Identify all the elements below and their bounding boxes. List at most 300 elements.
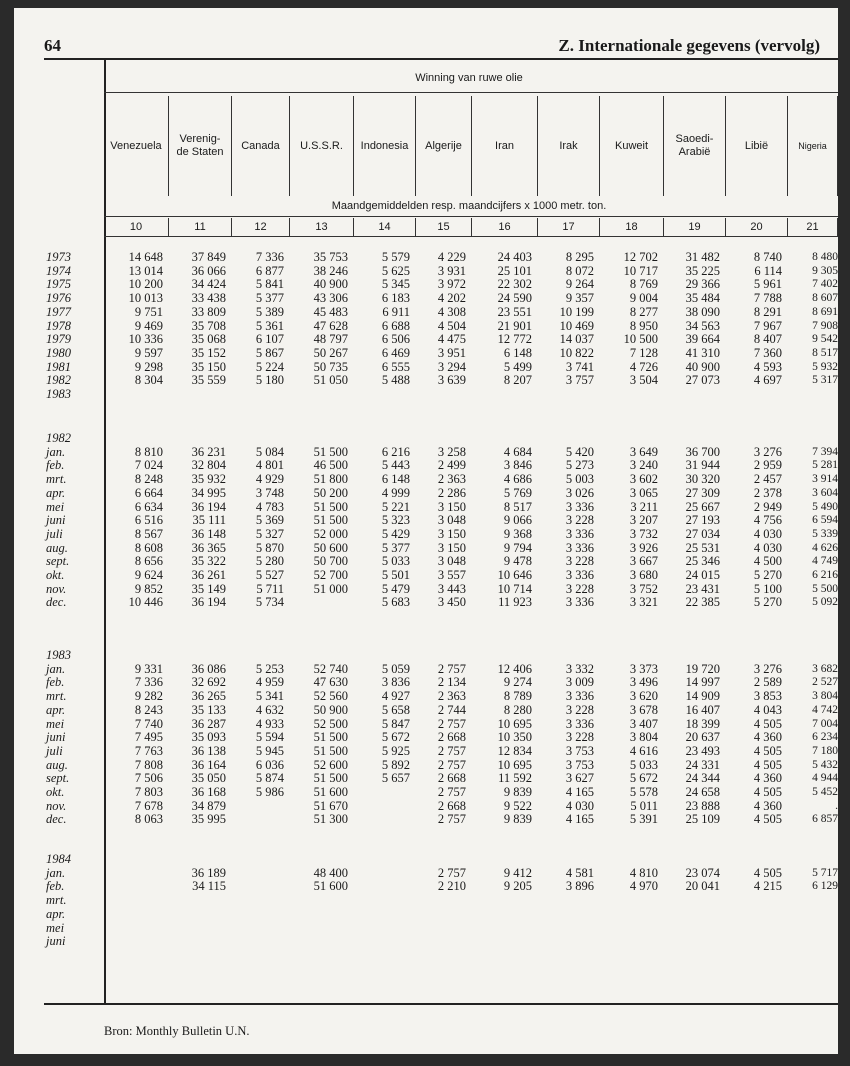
table-cell: 9 412 [503,865,532,880]
table-cell: 52 000 [313,526,348,541]
table-cell: 3 336 [565,526,594,541]
table-cell: 10 350 [497,730,532,745]
table-cell: 36 700 [685,444,720,459]
column-number: 19 [664,218,726,236]
table-cell: 25 531 [685,540,720,555]
table-cell: 6 911 [382,304,410,319]
table-cell: 48 797 [313,332,348,347]
table-cell: 24 658 [685,785,720,799]
table-cell: 8 517 [503,499,532,514]
table-cell: 6 877 [255,263,284,278]
year-heading: 1984 [46,852,71,866]
table-cell: 3 557 [437,568,466,582]
table-cell: 10 469 [559,318,594,333]
table-cell: 9 264 [565,277,594,292]
table-cell: 35 068 [191,332,226,347]
column-header: U.S.S.R. [290,96,354,196]
table-cell: 5 867 [255,345,284,360]
table-cell: 35 111 [192,513,226,528]
table-cell: 6 594 [812,514,838,527]
table-cell: 27 309 [685,485,720,500]
table-cell: 10 717 [623,263,658,278]
table-cell: 51 000 [313,581,348,596]
table-cell: 4 505 [753,716,782,731]
column-header: Venezuela [104,96,169,196]
table-cell: 3 836 [381,675,410,690]
table-cell: 5 059 [381,661,410,676]
table-cell: 8 607 [812,292,838,305]
table-cell: 9 751 [134,304,163,319]
unit-divider [104,216,838,217]
table-cell: 8 810 [134,444,163,459]
table-cell: 2 363 [437,689,466,704]
table-cell: 7 360 [753,345,782,360]
table-cell: 5 501 [381,568,410,582]
table-cell: 3 757 [565,373,594,388]
table-cell: 7 336 [255,250,284,264]
table-cell: 4 360 [753,771,782,786]
table-cell: 47 630 [313,675,348,690]
table-cell: 2 134 [437,675,466,690]
table-cell: 6 469 [381,345,410,360]
table-cell: 4 165 [565,785,594,799]
table-cell: 4 202 [437,291,466,306]
column-number: 10 [104,218,169,236]
table-cell: 9 066 [503,513,532,528]
row-label: nov. [46,798,67,813]
table-cell: 30 320 [685,472,720,487]
row-label: 1974 [46,263,71,278]
table-cell: 4 697 [753,373,782,388]
table-cell: 52 700 [313,568,348,582]
table-cell: 10 714 [497,581,532,596]
table-cell: 3 639 [437,373,466,388]
table-cell: 4 505 [753,865,782,880]
table-cell: 3 065 [629,485,658,500]
table-cell: 3 211 [630,499,658,514]
row-label: 1980 [46,345,71,360]
table-cell: 3 914 [812,473,838,486]
table-cell: 8 769 [629,277,658,292]
table-cell: 5 452 [812,786,838,798]
table-cell: 3 228 [565,702,594,717]
table-cell: 5 180 [255,373,284,388]
table-cell: 8 304 [134,373,163,388]
table-cell: 9 794 [503,540,532,555]
table-cell: 23 431 [685,581,720,596]
table-cell: 52 740 [313,661,348,676]
row-label: apr. [46,485,66,500]
table-cell: 16 407 [685,702,720,717]
table-cell: 9 205 [503,879,532,894]
table-cell: 22 302 [497,277,532,292]
column-number-divider [104,236,838,237]
table-cell: 6 036 [255,757,284,772]
table-cell: 50 200 [313,485,348,500]
table-cell: 38 090 [685,304,720,319]
table-cell: 9 298 [134,359,163,374]
row-label: mei [46,920,65,935]
table-cell: 7 740 [134,716,163,731]
table-cell: 3 804 [629,730,658,745]
table-cell: 9 469 [134,318,163,333]
table-cell: 9 852 [134,581,163,596]
row-label: okt. [46,785,65,799]
table-cell: 11 592 [498,771,532,786]
table-cell: 3 972 [437,277,466,292]
table-cell: 36 365 [191,540,226,555]
table-cell: 8 063 [134,812,163,827]
table-cell: 3 496 [629,675,658,690]
table-cell: 5 769 [503,485,532,500]
table-cell: 3 373 [629,661,658,676]
table-cell: 9 478 [503,554,532,569]
table-cell: 12 772 [497,332,532,347]
table-cell: 22 385 [685,595,720,610]
row-label: aug. [46,757,68,772]
table-cell: 7 808 [134,757,163,772]
table-cell: 5 717 [812,866,838,879]
table-cell: 3 228 [565,730,594,745]
bottom-rule [44,1003,838,1005]
table-cell: 5 391 [629,812,658,827]
table-cell: 3 048 [437,513,466,528]
table-cell: 3 846 [503,458,532,473]
table-cell: 3 258 [437,444,466,459]
table-cell: 24 015 [685,568,720,582]
table-cell: 7 128 [629,345,658,360]
table-cell: 7 506 [134,771,163,786]
table-cell: 34 879 [191,798,226,813]
table-cell: 2 499 [437,458,466,473]
table-cell: 6 216 [812,569,838,581]
row-label: juni [46,730,66,745]
row-label: juli [46,743,63,758]
row-label: apr. [46,702,66,717]
table-cell: 9 004 [629,291,658,306]
column-header: Iran [472,96,538,196]
table-cell: 51 500 [313,444,348,459]
table-cell: 8 407 [753,332,782,347]
table-cell: 45 483 [313,304,348,319]
table-cell: 9 331 [134,661,163,676]
table-cell: 24 590 [497,291,532,306]
table-cell: 36 287 [191,716,226,731]
table-cell: 8 248 [134,472,163,487]
table-cell: 5 479 [381,581,410,596]
table-cell: 36 148 [191,526,226,541]
table-cell: 5 317 [812,374,838,387]
table-cell: 4 030 [753,540,782,555]
table-cell: 23 493 [685,743,720,758]
table-cell: 3 680 [629,568,658,582]
row-label: jan. [46,661,66,676]
table-cell: 3 504 [629,373,658,388]
column-header: Libië [726,96,788,196]
table-cell: 3 604 [812,486,838,499]
table-cell: 9 624 [134,568,163,582]
table-cell: 3 678 [629,702,658,717]
table-cell: 9 368 [503,526,532,541]
table-cell: 2 757 [437,661,466,676]
table-cell: 3 896 [565,879,594,894]
table-cell: 51 500 [313,730,348,745]
table-cell: 2 757 [437,757,466,772]
table-cell: 8 517 [812,346,838,359]
table-cell: 50 735 [313,359,348,374]
table-cell: 14 648 [128,250,163,264]
column-header: Verenig- de Staten [169,96,232,196]
column-number: 20 [726,218,788,236]
column-header: Algerije [416,96,472,196]
table-cell: 10 200 [128,277,163,292]
row-label: aug. [46,540,68,555]
table-cell: 3 294 [437,359,466,374]
table-cell: 3 443 [437,581,466,596]
table-cell: 6 688 [381,318,410,333]
table-cell: 51 500 [313,771,348,786]
table-cell: 36 138 [191,743,226,758]
table-cell: 5 961 [753,277,782,292]
table-cell: 5 625 [381,263,410,278]
table-cell: 3 321 [629,595,658,610]
table-cell: 6 183 [381,291,410,306]
table-cell: 10 646 [497,568,532,582]
table-cell: 6 634 [134,499,163,514]
header-divider [104,92,838,93]
table-cell: 2 757 [437,743,466,758]
table-cell: 6 516 [134,513,163,528]
table-cell: 5 084 [255,444,284,459]
table-cell: 6 664 [134,485,163,500]
table-cell: 5 672 [381,730,410,745]
table-cell: 34 115 [192,879,226,894]
table-cell: 4 043 [753,702,782,717]
table-cell: 40 900 [313,277,348,292]
column-number: 11 [169,218,232,236]
column-header: Kuweit [600,96,664,196]
table-cell: 2 757 [437,865,466,880]
table-cell: 7 004 [812,717,838,730]
table-cell: 6 216 [381,444,410,459]
table-cell: 51 050 [313,373,348,388]
table-cell: 4 959 [255,675,284,690]
table-cell: 35 133 [191,702,226,717]
table-cell: 40 900 [685,359,720,374]
table-cell: 12 834 [497,743,532,758]
row-label: 1979 [46,332,71,347]
table-cell: 3 951 [437,345,466,360]
table-cell: 3 752 [629,581,658,596]
table-cell: 3 620 [629,689,658,704]
table-cell: 36 189 [191,865,226,880]
table-cell: 3 748 [255,485,284,500]
table-cell: 4 229 [437,250,466,264]
table-cell: 3 336 [565,499,594,514]
table-cell: 23 074 [685,865,720,880]
column-number: 15 [416,218,472,236]
table-cell: 7 402 [812,278,838,291]
table-cell: 3 602 [629,472,658,487]
table-cell: 4 927 [381,689,410,704]
table-cell: 7 967 [753,318,782,333]
table-cell: 35 484 [685,291,720,306]
row-label: apr. [46,906,66,921]
row-label: juni [46,934,66,949]
table-cell: 4 475 [437,332,466,347]
table-cell: 38 246 [313,263,348,278]
table-cell: 4 215 [753,879,782,894]
table-cell: 8 243 [134,702,163,717]
table-cell: 7 024 [134,458,163,473]
column-header: Indonesia [354,96,416,196]
table-cell: 5 945 [255,743,284,758]
table-cell: 3 048 [437,554,466,569]
table-cell: 4 783 [255,499,284,514]
table-cell: 50 700 [313,554,348,569]
table-cell: 5 578 [629,785,658,799]
table-cell: 2 757 [437,716,466,731]
table-cell: 5 490 [812,500,838,513]
table-cell: 8 295 [565,250,594,264]
row-label: 1982 [46,373,71,388]
table-cell: 5 429 [381,526,410,541]
table-cell: 43 306 [313,291,348,306]
table-cell: 3 228 [565,513,594,528]
table-cell: 9 274 [503,675,532,690]
table-cell: 35 753 [313,250,348,264]
table-cell: 2 378 [753,485,782,500]
table-cell: 19 720 [685,661,720,676]
table-cell: 36 164 [191,757,226,772]
table-cell: 3 150 [437,526,466,541]
year-heading: 1983 [46,648,71,662]
table-cell: 3 240 [629,458,658,473]
table-cell: 3 228 [565,581,594,596]
table-cell: 10 336 [128,332,163,347]
row-label: sept. [46,554,70,569]
table-cell: 4 593 [753,359,782,374]
table-cell: 5 270 [753,595,782,610]
table-cell: 3 926 [629,540,658,555]
table-cell: 8 277 [629,304,658,319]
table-cell: 3 332 [565,661,594,676]
table-cell: 5 870 [255,540,284,555]
table-cell: 27 034 [685,526,720,541]
table-cell: 4 165 [565,812,594,827]
table-cell: 8 480 [812,251,838,263]
table-cell: 52 560 [313,689,348,704]
table-cell: 6 506 [381,332,410,347]
table-cell: 10 695 [497,757,532,772]
table-cell: . [835,799,838,812]
table-cell: 5 327 [255,526,284,541]
table-cell: 2 286 [437,485,466,500]
table-cell: 5 488 [381,373,410,388]
table-cell: 6 857 [812,813,838,826]
table-cell: 27 073 [685,373,720,388]
row-label: feb. [46,675,65,690]
table-cell: 23 888 [685,798,720,813]
group-header: Winning van ruwe olie [415,72,523,84]
table-cell: 51 300 [313,812,348,827]
table-cell: 51 800 [313,472,348,487]
table-cell: 3 276 [753,444,782,459]
table-cell: 9 597 [134,345,163,360]
table-cell: 5 377 [255,291,284,306]
table-cell: 5 339 [812,527,838,540]
table-cell: 5 341 [255,689,284,704]
table-cell: 6 107 [255,332,284,347]
table-cell: 47 628 [313,318,348,333]
row-label: dec. [46,812,67,827]
table-cell: 5 658 [381,702,410,717]
table-cell: 5 361 [255,318,284,333]
table-cell: 14 909 [685,689,720,704]
table-cell: 10 446 [128,595,163,610]
table-cell: 8 280 [503,702,532,717]
row-label: 1973 [46,250,71,264]
table-cell: 8 207 [503,373,532,388]
table-cell: 6 114 [754,263,782,278]
table-cell: 4 581 [565,865,594,880]
table-cell: 3 336 [565,540,594,555]
table-cell: 3 732 [629,526,658,541]
table-cell: 2 757 [437,785,466,799]
table-cell: 18 399 [685,716,720,731]
table-cell: 52 500 [313,716,348,731]
table-cell: 14 037 [559,332,594,347]
row-label: 1983 [46,387,71,401]
table-cell: 23 551 [497,304,532,319]
table-cell: 3 931 [437,263,466,278]
table-cell: 34 995 [191,485,226,500]
table-cell: 51 600 [313,785,348,799]
table-cell: 4 360 [753,730,782,745]
row-label: 1978 [46,318,71,333]
column-number: 16 [472,218,538,236]
table-cell: 3 753 [565,743,594,758]
table-cell: 51 500 [313,499,348,514]
table-cell: 3 207 [629,513,658,528]
table-cell: 7 678 [134,798,163,813]
table-cell: 5 092 [812,596,838,609]
table-cell: 3 853 [753,689,782,704]
table-cell: 8 950 [629,318,658,333]
table-cell: 4 810 [629,865,658,880]
table-cell: 25 109 [685,812,720,827]
table-cell: 2 363 [437,472,466,487]
table-cell: 3 228 [565,554,594,569]
table-cell: 9 839 [503,812,532,827]
row-label: sept. [46,771,70,786]
table-cell: 5 432 [812,758,838,771]
column-header: Nigeria [788,96,838,196]
table-cell: 4 933 [255,716,284,731]
table-cell: 5 711 [256,581,284,596]
column-number: 14 [354,218,416,236]
table-cell: 50 267 [313,345,348,360]
table-cell: 35 150 [191,359,226,374]
table-cell: 32 692 [191,675,226,690]
table-cell: 3 336 [565,568,594,582]
table-cell: 5 033 [629,757,658,772]
table-cell: 5 033 [381,554,410,569]
table-cell: 5 389 [255,304,284,319]
table-cell: 4 801 [255,458,284,473]
table-cell: 5 841 [255,277,284,292]
table-cell: 2 668 [437,798,466,813]
